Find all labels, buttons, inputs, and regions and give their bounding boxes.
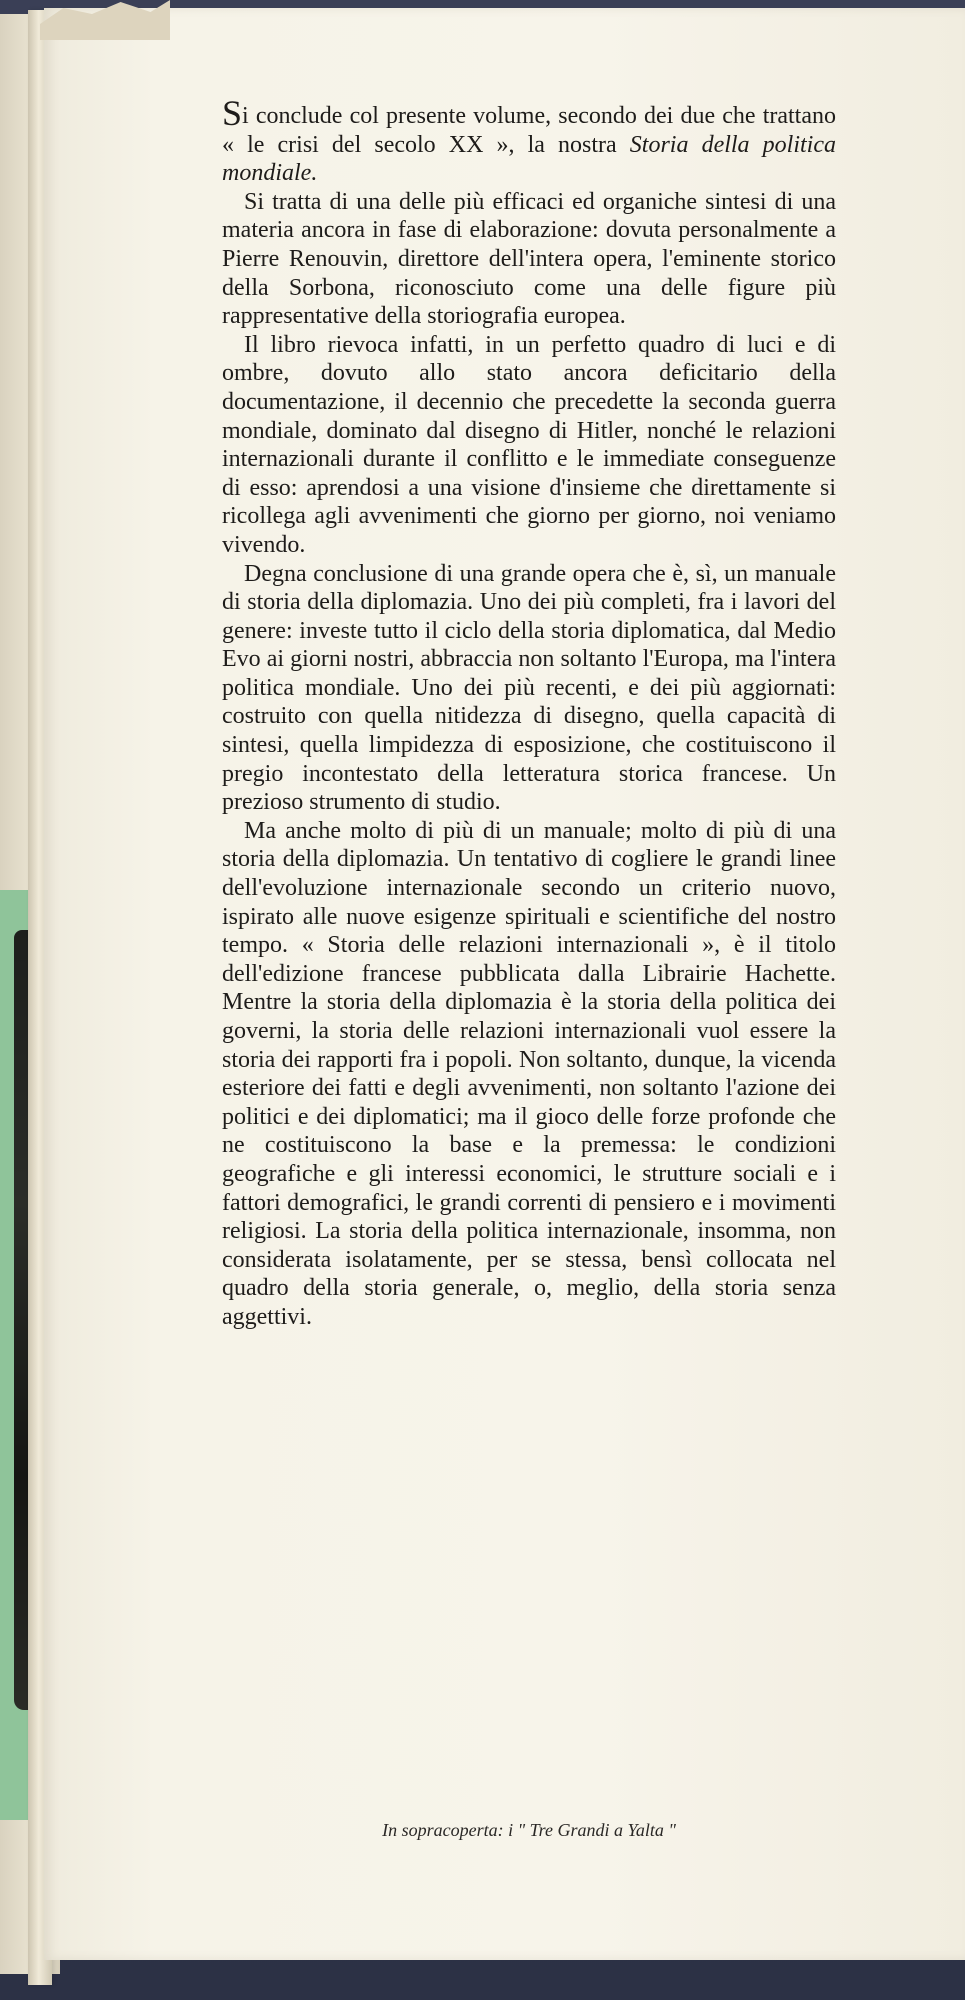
drop-cap: S: [222, 93, 243, 133]
cover-caption: In sopracoperta: i " Tre Grandi a Yalta ": [382, 1820, 676, 1840]
paragraph-4: Degna conclusione di una grande opera che è, sì, un manuale di storia della diplomazia. Uno dei più completi, fra i lavori del genere: investe tutto il ciclo della storia diplomatica, dal Medio Evo ai giorni nostri, abbraccia non soltanto l'Europa, ma l'intera politica mondiale. Uno dei più recenti, e dei più aggiornati: costruito con quella nitidezza di disegno, quella capacità di sintesi, quella limpidezza di esposizione, che costituiscono il pregio incontestato della letteratura storica francese. Un prezioso strumento di studio.: [222, 560, 836, 816]
paragraph-5: Ma anche molto di più di un manuale; molto di più di una storia della diplomazia. Un tentativo di cogliere le grandi linee dell'evoluzione internazionale secondo un criterio nuovo, ispirato alle nuove esigenze spirituali e scientifiche del nostro tempo. « Storia delle relazioni internazionali », è il titolo dell'edizione francese pubblicata dalla Librairie Hachette. Mentre la storia della diplomazia è la storia della politica dei governi, la storia delle relazioni internazionali vuol essere la storia dei rapporti fra i popoli. Non soltanto, dunque, la vicenda esteriore dei fatti e degli avvenimenti, non soltanto l'azione dei politici e dei diplomatici; ma il gioco delle forze profonde che ne costituiscono la base e la premessa: le condizioni geografiche e gli interessi economici, le strutture sociali e i fattori demografici, le grandi correnti di pensiero e i movimenti religiosi. La storia della politica internazionale, insomma, non considerata isolatamente, per se stessa, bensì collocata nel quadro della storia generale, o, meglio, della storia senza aggettivi.: [222, 817, 836, 1330]
blurb-text: [222, 93, 836, 1332]
book-title: Storia della politica mondiale.: [222, 131, 836, 187]
torn-corner: [40, 0, 170, 40]
paragraph-1: [222, 93, 836, 188]
paragraph-2: Si tratta di una delle più efficaci ed organiche sintesi di una materia ancora in fase di elaborazione: dovuta personalmente a Pierre Renouvin, direttore dell'intera opera, l'eminente storico della Sorbona, riconosciuto come una delle figure più rappresentative della storiografia europea.: [222, 188, 836, 330]
paragraph-1-text: i conclude col presente volume, secondo dei due che trattano « le crisi del secolo XX », la nostra: [222, 103, 836, 158]
paragraph-3: Il libro rievoca infatti, in un perfetto quadro di luci e di ombre, dovuto allo stato ancora deficitario della documentazione, il decennio che precedette la seconda guerra mondiale, dominato dal disegno di Hitler, nonché le relazioni internazionali durante il conflitto e le immediate conseguenze di esso: aprendosi a una visione d'insieme che direttamente si ricollega agli avvenimenti che giorno per giorno, noi veniamo vivendo.: [222, 331, 836, 558]
